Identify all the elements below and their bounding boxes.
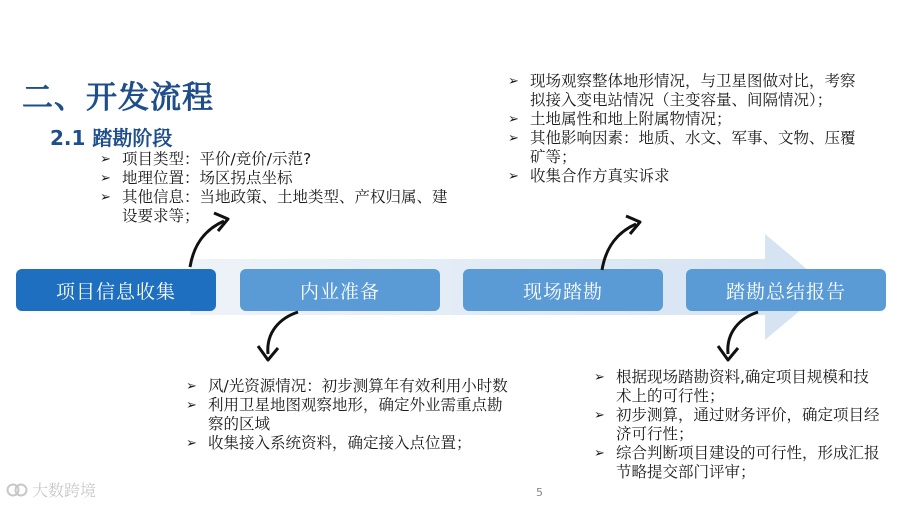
curved-arrow-down-icon: [252, 306, 312, 368]
watermark: [6, 478, 96, 501]
watermark-text: 大数跨境: [32, 481, 97, 500]
stage-site-survey: 现场踏勘: [463, 269, 663, 311]
curved-arrow-down-icon: [712, 306, 772, 368]
note-item: ➢ 地理位置：场区拐点坐标: [100, 169, 460, 188]
note-item: ➢ 土地属性和地上附属物情况；: [508, 110, 858, 129]
stage-project-info-collection: 项目信息收集: [16, 269, 216, 311]
curved-arrow-up-icon: [180, 205, 240, 275]
notes-office-preparation: [186, 377, 516, 453]
notes-survey-report: [594, 368, 884, 482]
note-item: ➢ 现场观察整体地形情况，与卫星图做对比，考察拟接入变电站情况（主变容量、间隔情况）；: [508, 72, 858, 110]
page-number: 5: [536, 486, 543, 499]
note-item: ➢ 初步测算，通过财务评价，确定项目经济可行性；: [594, 406, 884, 444]
slide-title: 二、开发流程: [22, 80, 214, 116]
section-subtitle: 2.1 踏勘阶段: [50, 126, 173, 150]
note-item: ➢ 综合判断项目建设的可行性，形成汇报节略提交部门评审；: [594, 444, 884, 482]
note-item: ➢ 根据现场踏勘资料,确定项目规模和技术上的可行性；: [594, 368, 884, 406]
note-item: ➢ 其他信息：当地政策、土地类型、产权归属、建设要求等；: [100, 188, 460, 226]
note-item: ➢ 收集接入系统资料，确定接入点位置；: [186, 434, 516, 453]
watermark-logo-icon: [6, 481, 28, 499]
note-item: ➢ 利用卫星地图观察地形，确定外业需重点勘察的区域: [186, 396, 516, 434]
note-item: ➢ 收集合作方真实诉求: [508, 167, 858, 186]
note-item: ➢ 项目类型：平价/竞价/示范?: [100, 150, 460, 169]
stage-survey-report: 踏勘总结报告: [686, 269, 886, 311]
notes-project-info: [100, 150, 460, 226]
curved-arrow-up-icon: [592, 206, 652, 276]
note-item: ➢ 风/光资源情况：初步测算年有效利用小时数: [186, 377, 516, 396]
stage-office-preparation: 内业准备: [240, 269, 440, 311]
notes-site-survey: [508, 72, 858, 186]
note-item: ➢ 其他影响因素：地质、水文、军事、文物、压覆矿等；: [508, 129, 858, 167]
